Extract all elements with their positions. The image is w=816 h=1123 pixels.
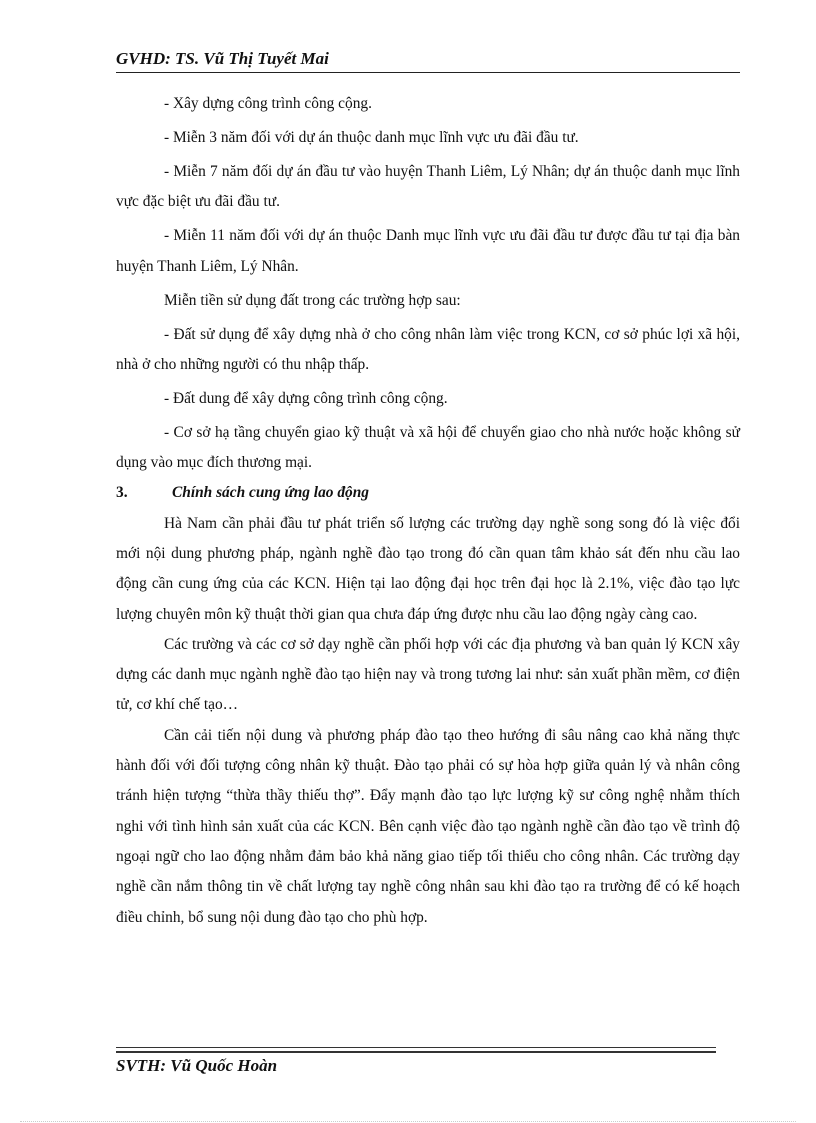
footer-rule-thin [116, 1047, 716, 1048]
paragraph: - Đất dung để xây dựng công trình công cộng. [164, 389, 448, 407]
footer-rule-thick [116, 1051, 716, 1053]
paragraph: - Đất sử dụng để xây dựng nhà ở cho công nhân làm việc trong KCN, cơ sở phúc lợi xã hội, nhà ở cho những người có thu nhập thấp. [116, 325, 740, 373]
page-footer-student: SVTH: Vũ Quốc Hoàn [116, 1056, 278, 1075]
paragraph: Cần cải tiến nội dung và phương pháp đào tạo theo hướng đi sâu nâng cao khả năng thực hành đối với đối tượng công nhân kỹ thuật. Đào tạo phải có sự hòa hợp giữa quản lý và nhân công tránh hiện tượng “thừa thầy thiếu thợ”. Đẩy mạnh đào tạo lực lượng kỹ sư công nghệ nhằm thích nghi với tình hình sản xuất của các KCN. Bên cạnh việc đào tạo ngành nghề cần đào tạo về trình độ ngoại ngữ cho lao động nhằm đảm bảo khả năng giao tiếp tối thiểu cho công nhân. Các trường dạy nghề cần nắm thông tin về chất lượng tay nghề công nhân sau khi đào tạo ra trường để có kế hoạch điều chỉnh, bổ sung nội dung đào tạo cho phù hợp. [116, 726, 740, 926]
page-header-supervisor: GVHD: TS. Vũ Thị Tuyết Mai [116, 49, 329, 68]
paragraph: - Cơ sở hạ tầng chuyển giao kỹ thuật và xã hội để chuyển giao cho nhà nước hoặc không sử dụng vào mục đích thương mại. [116, 423, 740, 472]
paragraph: Miễn tiền sử dụng đất trong các trường hợp sau: [164, 291, 461, 309]
paragraph: - Miễn 7 năm đối dự án đầu tư vào huyện Thanh Liêm, Lý Nhân; dự án thuộc danh mục lĩnh vực đặc biệt ưu đãi đầu tư. [116, 162, 740, 211]
section-number: 3. [116, 484, 128, 502]
section-title: Chính sách cung ứng lao động [172, 484, 369, 502]
page-edge-divider [20, 1121, 796, 1122]
paragraph: Các trường và các cơ sở dạy nghề cần phối hợp với các địa phương và ban quản lý KCN xây dựng các danh mục ngành nghề đào tạo hiện nay và trong tương lai như: sản xuất phần mềm, cơ điện tử, cơ khí chế tạo… [116, 635, 740, 714]
section-heading [116, 478, 740, 508]
paragraph: Hà Nam cần phải đầu tư phát triển số lượng các trường dạy nghề song song đó là việc đổi mới nội dung phương pháp, ngành nghề đào tạo trong đó cần quan tâm khảo sát đến nhu cầu lao động cần cung ứng của các KCN. Hiện tại lao động đại học trên đại học là 2.1%, việc đào tạo lực lượng chuyên môn kỹ thuật thời gian qua chưa đáp ứng được nhu cầu lao động ngày càng cao. [116, 514, 740, 623]
paragraph: - Miễn 3 năm đối với dự án thuộc danh mục lĩnh vực ưu đãi đầu tư. [164, 128, 579, 146]
paragraph: - Miễn 11 năm đối với dự án thuộc Danh mục lĩnh vực ưu đãi đầu tư được đầu tư tại địa bàn huyện Thanh Liêm, Lý Nhân. [116, 227, 740, 275]
paragraph: - Xây dựng công trình công cộng. [164, 95, 372, 112]
header-rule [116, 72, 740, 73]
page-body [116, 89, 740, 933]
